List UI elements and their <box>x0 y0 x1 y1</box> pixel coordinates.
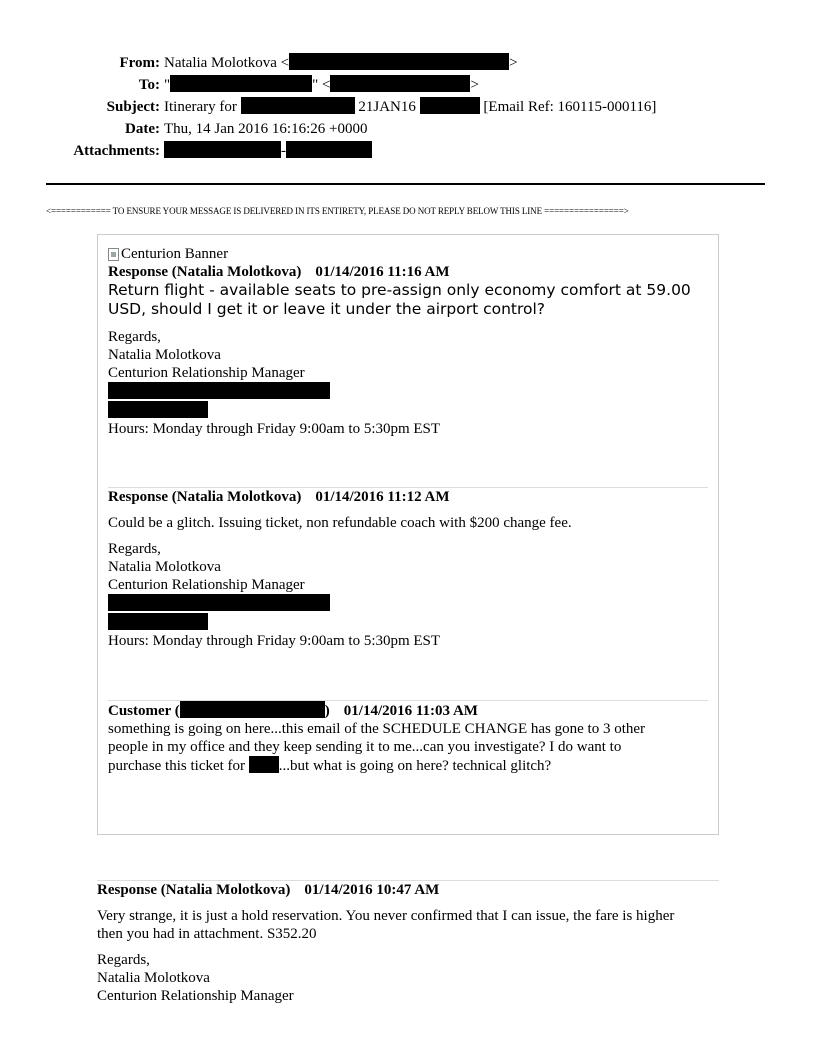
message-body-line: people in my office and they keep sending it to me...can you investigate? I do want to <box>108 739 622 755</box>
redaction-block <box>108 382 330 399</box>
subject-post: [Email Ref: 160115-000116] <box>483 99 657 115</box>
date-value: Thu, 14 Jan 2016 16:16:26 +0000 <box>164 121 368 137</box>
message-body-line <box>108 756 708 775</box>
subject-mid: 21JAN16 <box>358 99 416 115</box>
from-name: Natalia Molotkova < <box>164 55 290 71</box>
message-author: Response (Natalia Molotkova) <box>108 264 302 280</box>
message-header <box>108 263 708 281</box>
attachments-label: Attachments: <box>73 143 160 159</box>
to-label: To: <box>138 77 160 93</box>
message-header <box>108 701 708 720</box>
redaction-block <box>241 97 355 114</box>
message-author: Response (Natalia Molotkova) <box>97 882 291 898</box>
banner-image <box>108 245 708 263</box>
message-author: Response (Natalia Molotkova) <box>108 489 302 505</box>
message-body-line: then you had in attachment. S352.20 <box>97 926 317 942</box>
redaction-block <box>330 75 470 92</box>
message-body-post: ...but what is going on here? technical glitch? <box>278 758 552 774</box>
message-header <box>97 881 719 899</box>
signature-regards: Regards, <box>108 541 161 557</box>
message-datetime: 01/14/2016 11:16 AM <box>315 264 450 280</box>
message-datetime: 01/14/2016 11:03 AM <box>343 703 478 719</box>
signature-regards: Regards, <box>97 952 150 968</box>
banner-alt-text: Centurion Banner <box>121 246 229 262</box>
from-close: > <box>509 55 518 71</box>
signature-name: Natalia Molotkova <box>97 970 210 986</box>
reply-notice: <============ TO ENSURE YOUR MESSAGE IS DELIVERED IN ITS ENTIRETY, PLEASE DO NOT REPLY BELOW THIS LINE ================> <box>46 206 629 216</box>
message-header <box>108 488 708 506</box>
message-datetime: 01/14/2016 11:12 AM <box>315 489 450 505</box>
subject-label: Subject: <box>106 99 160 115</box>
redaction-block <box>180 701 325 718</box>
message-author: Customer ( <box>108 703 180 719</box>
message-body: Return flight - available seats to pre-assign only economy comfort at 59.00 USD, should I get it or leave it under the airport control? <box>108 281 691 318</box>
message-2 <box>108 488 708 650</box>
message-4 <box>97 881 719 1005</box>
attachment-link[interactable] <box>286 141 372 158</box>
redaction-block <box>108 594 330 611</box>
signature-title: Centurion Relationship Manager <box>108 365 305 381</box>
subject-pre: Itinerary for <box>164 99 237 115</box>
signature-name: Natalia Molotkova <box>108 559 221 575</box>
redaction-block <box>249 756 279 773</box>
attachment-link[interactable] <box>164 141 281 158</box>
to-close: > <box>470 77 479 93</box>
message-body-line: something is going on here...this email of the SCHEDULE CHANGE has gone to 3 other <box>108 721 646 737</box>
redaction-block <box>420 97 480 114</box>
attachments-sep: - <box>281 143 286 159</box>
message-body: Could be a glitch. Issuing ticket, non refundable coach with $200 change fee. <box>108 515 572 531</box>
redaction-block <box>108 613 208 630</box>
header-divider <box>46 183 765 185</box>
signature-regards: Regards, <box>108 329 161 345</box>
redaction-block <box>289 53 509 70</box>
message-datetime: 01/14/2016 10:47 AM <box>304 882 440 898</box>
signature-hours: Hours: Monday through Friday 9:00am to 5:30pm EST <box>108 421 441 437</box>
signature-title: Centurion Relationship Manager <box>97 988 294 1004</box>
redaction-block <box>108 401 208 418</box>
message-author-close: ) <box>324 703 330 719</box>
date-label: Date: <box>125 121 160 137</box>
signature-name: Natalia Molotkova <box>108 347 221 363</box>
message-3 <box>108 701 708 775</box>
message-body-pre: purchase this ticket for <box>108 758 246 774</box>
broken-image-icon <box>108 248 119 261</box>
signature-hours: Hours: Monday through Friday 9:00am to 5:30pm EST <box>108 633 441 649</box>
message-1 <box>108 245 708 438</box>
redaction-block <box>170 75 312 92</box>
to-mid: " < <box>312 77 331 93</box>
message-body-line: Very strange, it is just a hold reservation. You never confirmed that I can issue, the fare is higher <box>97 908 675 924</box>
from-label: From: <box>119 55 160 71</box>
signature-title: Centurion Relationship Manager <box>108 577 305 593</box>
to-open: " <box>164 77 171 93</box>
